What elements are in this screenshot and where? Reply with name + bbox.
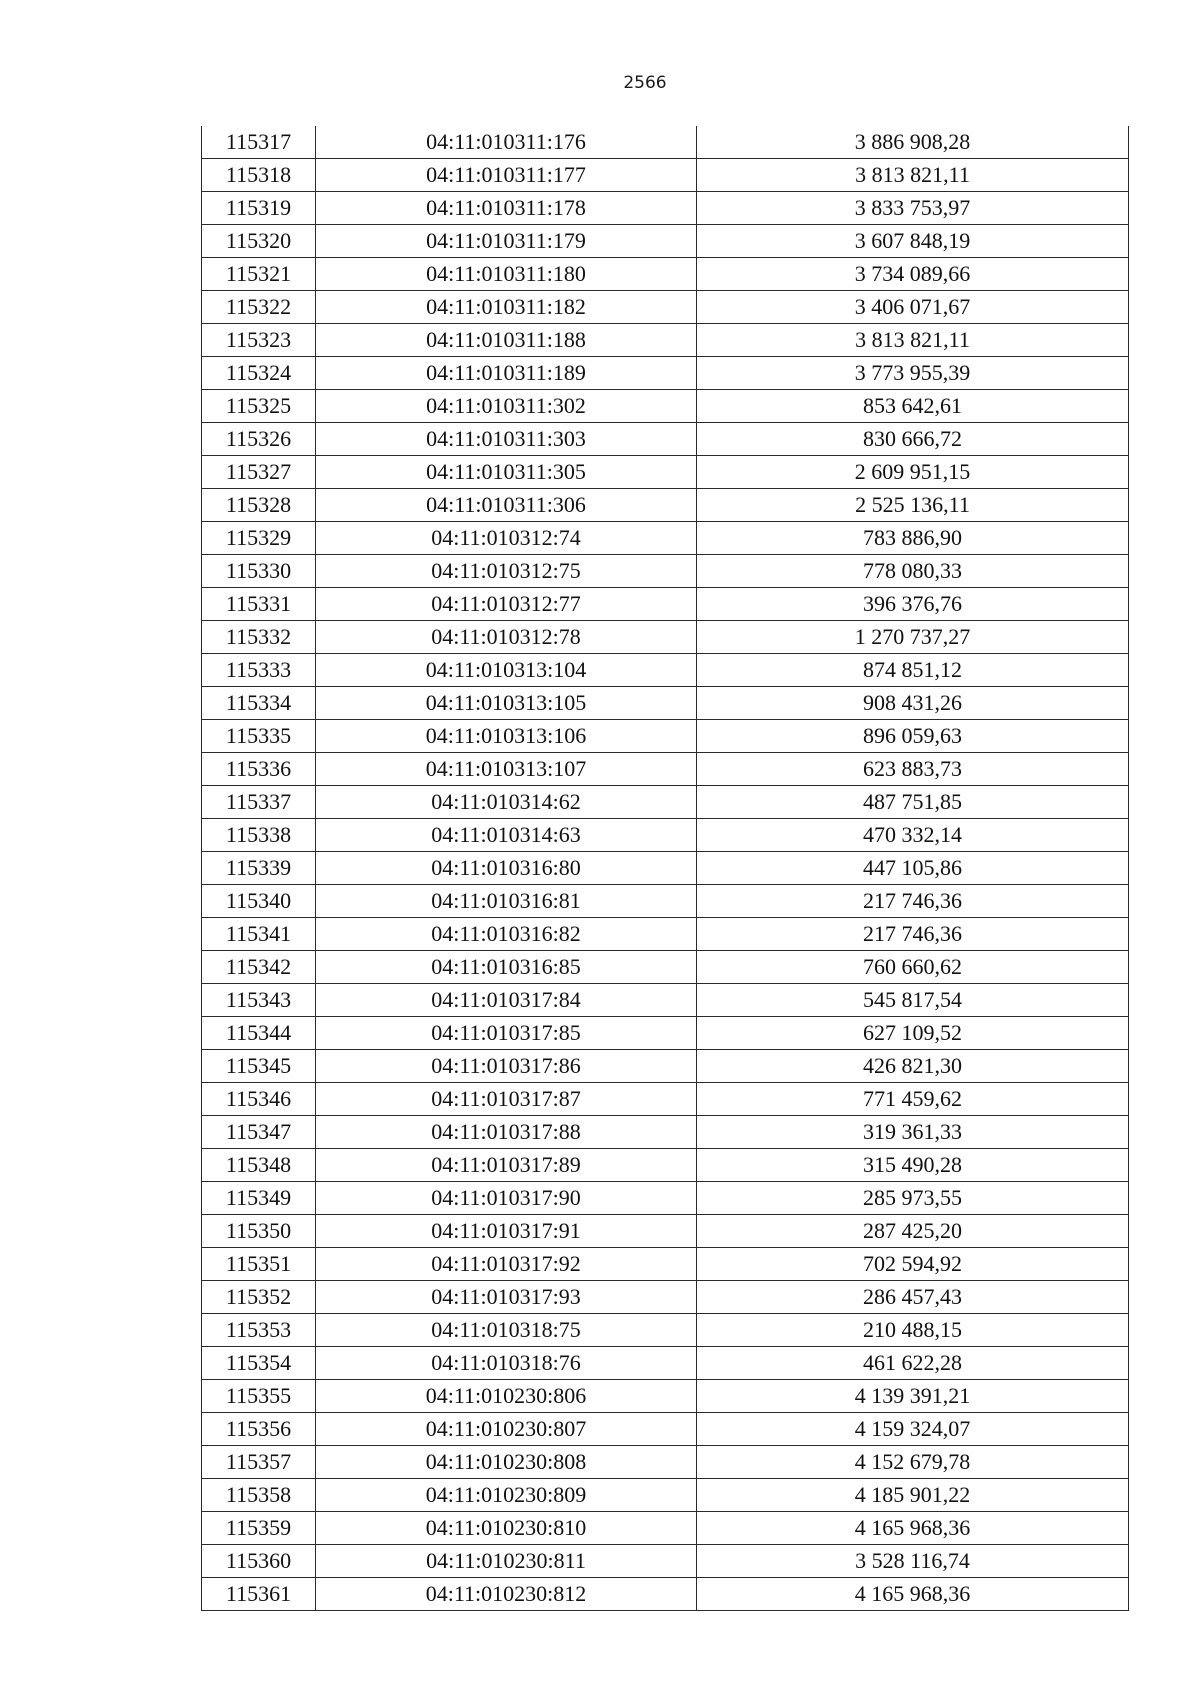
cadastral-value-cell: 3 833 753,97 xyxy=(697,192,1129,225)
cadastral-value-cell: 319 361,33 xyxy=(697,1116,1129,1149)
table-row xyxy=(202,1479,1129,1512)
cadastral-number-cell: 04:11:010311:176 xyxy=(316,126,697,159)
cadastral-value-cell: 470 332,14 xyxy=(697,819,1129,852)
cadastral-number-cell: 04:11:010312:75 xyxy=(316,555,697,588)
cadastral-value-cell: 396 376,76 xyxy=(697,588,1129,621)
cadastral-number-cell: 04:11:010311:178 xyxy=(316,192,697,225)
cadastral-value-cell: 2 609 951,15 xyxy=(697,456,1129,489)
row-number-cell: 115347 xyxy=(202,1116,316,1149)
table-row xyxy=(202,918,1129,951)
table-row xyxy=(202,753,1129,786)
table-row xyxy=(202,357,1129,390)
cadastral-value-cell: 3 773 955,39 xyxy=(697,357,1129,390)
row-number-cell: 115322 xyxy=(202,291,316,324)
cadastral-number-cell: 04:11:010317:89 xyxy=(316,1149,697,1182)
cadastral-number-cell: 04:11:010317:93 xyxy=(316,1281,697,1314)
table-row xyxy=(202,1347,1129,1380)
row-number-cell: 115354 xyxy=(202,1347,316,1380)
cadastral-value-cell: 3 886 908,28 xyxy=(697,126,1129,159)
row-number-cell: 115329 xyxy=(202,522,316,555)
cadastral-value-cell: 874 851,12 xyxy=(697,654,1129,687)
row-number-cell: 115328 xyxy=(202,489,316,522)
cadastral-value-table xyxy=(201,126,1129,1611)
table-row xyxy=(202,621,1129,654)
cadastral-number-cell: 04:11:010230:806 xyxy=(316,1380,697,1413)
cadastral-number-cell: 04:11:010230:808 xyxy=(316,1446,697,1479)
cadastral-value-cell: 447 105,86 xyxy=(697,852,1129,885)
cadastral-number-cell: 04:11:010313:105 xyxy=(316,687,697,720)
row-number-cell: 115333 xyxy=(202,654,316,687)
row-number-cell: 115321 xyxy=(202,258,316,291)
row-number-cell: 115318 xyxy=(202,159,316,192)
row-number-cell: 115339 xyxy=(202,852,316,885)
row-number-cell: 115342 xyxy=(202,951,316,984)
cadastral-number-cell: 04:11:010317:92 xyxy=(316,1248,697,1281)
cadastral-value-table-wrapper xyxy=(201,126,1129,1611)
cadastral-number-cell: 04:11:010317:86 xyxy=(316,1050,697,1083)
cadastral-number-cell: 04:11:010311:305 xyxy=(316,456,697,489)
table-row xyxy=(202,555,1129,588)
cadastral-number-cell: 04:11:010311:302 xyxy=(316,390,697,423)
table-row xyxy=(202,1380,1129,1413)
table-row xyxy=(202,390,1129,423)
table-row xyxy=(202,885,1129,918)
row-number-cell: 115355 xyxy=(202,1380,316,1413)
cadastral-number-cell: 04:11:010311:177 xyxy=(316,159,697,192)
cadastral-value-cell: 287 425,20 xyxy=(697,1215,1129,1248)
row-number-cell: 115356 xyxy=(202,1413,316,1446)
cadastral-number-cell: 04:11:010317:84 xyxy=(316,984,697,1017)
cadastral-number-cell: 04:11:010230:810 xyxy=(316,1512,697,1545)
table-row xyxy=(202,852,1129,885)
cadastral-value-cell: 771 459,62 xyxy=(697,1083,1129,1116)
table-row xyxy=(202,423,1129,456)
table-row xyxy=(202,291,1129,324)
table-row xyxy=(202,522,1129,555)
cadastral-value-cell: 783 886,90 xyxy=(697,522,1129,555)
cadastral-number-cell: 04:11:010314:63 xyxy=(316,819,697,852)
table-row xyxy=(202,1446,1129,1479)
table-row xyxy=(202,159,1129,192)
row-number-cell: 115319 xyxy=(202,192,316,225)
table-row xyxy=(202,1281,1129,1314)
table-row xyxy=(202,456,1129,489)
row-number-cell: 115353 xyxy=(202,1314,316,1347)
row-number-cell: 115334 xyxy=(202,687,316,720)
row-number-cell: 115323 xyxy=(202,324,316,357)
row-number-cell: 115320 xyxy=(202,225,316,258)
cadastral-value-cell: 3 528 116,74 xyxy=(697,1545,1129,1578)
cadastral-value-cell: 760 660,62 xyxy=(697,951,1129,984)
page-number: 2566 xyxy=(623,73,667,93)
cadastral-number-cell: 04:11:010317:87 xyxy=(316,1083,697,1116)
cadastral-number-cell: 04:11:010230:812 xyxy=(316,1578,697,1611)
cadastral-value-cell: 853 642,61 xyxy=(697,390,1129,423)
cadastral-number-cell: 04:11:010316:80 xyxy=(316,852,697,885)
cadastral-value-cell: 315 490,28 xyxy=(697,1149,1129,1182)
table-row xyxy=(202,1578,1129,1611)
cadastral-value-cell: 2 525 136,11 xyxy=(697,489,1129,522)
table-row xyxy=(202,1083,1129,1116)
row-number-cell: 115324 xyxy=(202,357,316,390)
row-number-cell: 115325 xyxy=(202,390,316,423)
row-number-cell: 115331 xyxy=(202,588,316,621)
cadastral-value-cell: 217 746,36 xyxy=(697,885,1129,918)
row-number-cell: 115343 xyxy=(202,984,316,1017)
table-row xyxy=(202,225,1129,258)
cadastral-value-cell: 4 165 968,36 xyxy=(697,1578,1129,1611)
cadastral-number-cell: 04:11:010313:106 xyxy=(316,720,697,753)
row-number-cell: 115338 xyxy=(202,819,316,852)
row-number-cell: 115345 xyxy=(202,1050,316,1083)
cadastral-value-cell: 908 431,26 xyxy=(697,687,1129,720)
table-row xyxy=(202,1545,1129,1578)
cadastral-number-cell: 04:11:010317:88 xyxy=(316,1116,697,1149)
table-row xyxy=(202,1050,1129,1083)
cadastral-value-cell: 778 080,33 xyxy=(697,555,1129,588)
cadastral-number-cell: 04:11:010311:189 xyxy=(316,357,697,390)
cadastral-number-cell: 04:11:010312:78 xyxy=(316,621,697,654)
cadastral-number-cell: 04:11:010317:85 xyxy=(316,1017,697,1050)
cadastral-value-cell: 4 159 324,07 xyxy=(697,1413,1129,1446)
row-number-cell: 115346 xyxy=(202,1083,316,1116)
cadastral-value-cell: 627 109,52 xyxy=(697,1017,1129,1050)
cadastral-value-cell: 285 973,55 xyxy=(697,1182,1129,1215)
row-number-cell: 115357 xyxy=(202,1446,316,1479)
cadastral-number-cell: 04:11:010312:77 xyxy=(316,588,697,621)
row-number-cell: 115361 xyxy=(202,1578,316,1611)
cadastral-value-cell: 4 165 968,36 xyxy=(697,1512,1129,1545)
row-number-cell: 115349 xyxy=(202,1182,316,1215)
cadastral-number-cell: 04:11:010313:104 xyxy=(316,654,697,687)
cadastral-value-cell: 3 406 071,67 xyxy=(697,291,1129,324)
table-row xyxy=(202,588,1129,621)
table-row xyxy=(202,192,1129,225)
table-row xyxy=(202,819,1129,852)
table-row xyxy=(202,126,1129,159)
cadastral-number-cell: 04:11:010311:179 xyxy=(316,225,697,258)
table-body xyxy=(202,126,1129,1611)
row-number-cell: 115351 xyxy=(202,1248,316,1281)
table-row xyxy=(202,324,1129,357)
cadastral-value-cell: 426 821,30 xyxy=(697,1050,1129,1083)
cadastral-value-cell: 896 059,63 xyxy=(697,720,1129,753)
row-number-cell: 115340 xyxy=(202,885,316,918)
cadastral-number-cell: 04:11:010313:107 xyxy=(316,753,697,786)
cadastral-number-cell: 04:11:010316:82 xyxy=(316,918,697,951)
cadastral-value-cell: 830 666,72 xyxy=(697,423,1129,456)
cadastral-value-cell: 210 488,15 xyxy=(697,1314,1129,1347)
table-row xyxy=(202,1149,1129,1182)
cadastral-value-cell: 461 622,28 xyxy=(697,1347,1129,1380)
cadastral-value-cell: 286 457,43 xyxy=(697,1281,1129,1314)
cadastral-value-cell: 487 751,85 xyxy=(697,786,1129,819)
table-row xyxy=(202,654,1129,687)
table-row xyxy=(202,1215,1129,1248)
cadastral-number-cell: 04:11:010317:91 xyxy=(316,1215,697,1248)
row-number-cell: 115327 xyxy=(202,456,316,489)
table-row xyxy=(202,258,1129,291)
cadastral-value-cell: 3 813 821,11 xyxy=(697,324,1129,357)
row-number-cell: 115344 xyxy=(202,1017,316,1050)
cadastral-number-cell: 04:11:010311:188 xyxy=(316,324,697,357)
table-row xyxy=(202,786,1129,819)
cadastral-number-cell: 04:11:010318:76 xyxy=(316,1347,697,1380)
table-row xyxy=(202,1413,1129,1446)
cadastral-number-cell: 04:11:010311:182 xyxy=(316,291,697,324)
row-number-cell: 115348 xyxy=(202,1149,316,1182)
table-row xyxy=(202,489,1129,522)
table-row xyxy=(202,720,1129,753)
cadastral-number-cell: 04:11:010312:74 xyxy=(316,522,697,555)
row-number-cell: 115337 xyxy=(202,786,316,819)
cadastral-number-cell: 04:11:010318:75 xyxy=(316,1314,697,1347)
cadastral-number-cell: 04:11:010316:81 xyxy=(316,885,697,918)
row-number-cell: 115336 xyxy=(202,753,316,786)
cadastral-number-cell: 04:11:010317:90 xyxy=(316,1182,697,1215)
cadastral-value-cell: 4 185 901,22 xyxy=(697,1479,1129,1512)
cadastral-value-cell: 3 813 821,11 xyxy=(697,159,1129,192)
cadastral-value-cell: 3 607 848,19 xyxy=(697,225,1129,258)
cadastral-number-cell: 04:11:010314:62 xyxy=(316,786,697,819)
row-number-cell: 115359 xyxy=(202,1512,316,1545)
row-number-cell: 115352 xyxy=(202,1281,316,1314)
cadastral-number-cell: 04:11:010311:303 xyxy=(316,423,697,456)
row-number-cell: 115317 xyxy=(202,126,316,159)
cadastral-number-cell: 04:11:010230:807 xyxy=(316,1413,697,1446)
row-number-cell: 115332 xyxy=(202,621,316,654)
row-number-cell: 115358 xyxy=(202,1479,316,1512)
table-row xyxy=(202,1116,1129,1149)
row-number-cell: 115326 xyxy=(202,423,316,456)
cadastral-number-cell: 04:11:010316:85 xyxy=(316,951,697,984)
table-row xyxy=(202,1182,1129,1215)
cadastral-value-cell: 3 734 089,66 xyxy=(697,258,1129,291)
row-number-cell: 115341 xyxy=(202,918,316,951)
row-number-cell: 115360 xyxy=(202,1545,316,1578)
cadastral-value-cell: 623 883,73 xyxy=(697,753,1129,786)
table-row xyxy=(202,1017,1129,1050)
cadastral-number-cell: 04:11:010311:180 xyxy=(316,258,697,291)
cadastral-number-cell: 04:11:010311:306 xyxy=(316,489,697,522)
table-row xyxy=(202,1314,1129,1347)
cadastral-number-cell: 04:11:010230:811 xyxy=(316,1545,697,1578)
row-number-cell: 115350 xyxy=(202,1215,316,1248)
table-row xyxy=(202,1512,1129,1545)
cadastral-value-cell: 217 746,36 xyxy=(697,918,1129,951)
cadastral-value-cell: 545 817,54 xyxy=(697,984,1129,1017)
table-row xyxy=(202,951,1129,984)
cadastral-value-cell: 702 594,92 xyxy=(697,1248,1129,1281)
cadastral-value-cell: 4 139 391,21 xyxy=(697,1380,1129,1413)
cadastral-value-cell: 4 152 679,78 xyxy=(697,1446,1129,1479)
row-number-cell: 115335 xyxy=(202,720,316,753)
cadastral-value-cell: 1 270 737,27 xyxy=(697,621,1129,654)
row-number-cell: 115330 xyxy=(202,555,316,588)
cadastral-number-cell: 04:11:010230:809 xyxy=(316,1479,697,1512)
table-row xyxy=(202,1248,1129,1281)
table-row xyxy=(202,984,1129,1017)
table-row xyxy=(202,687,1129,720)
